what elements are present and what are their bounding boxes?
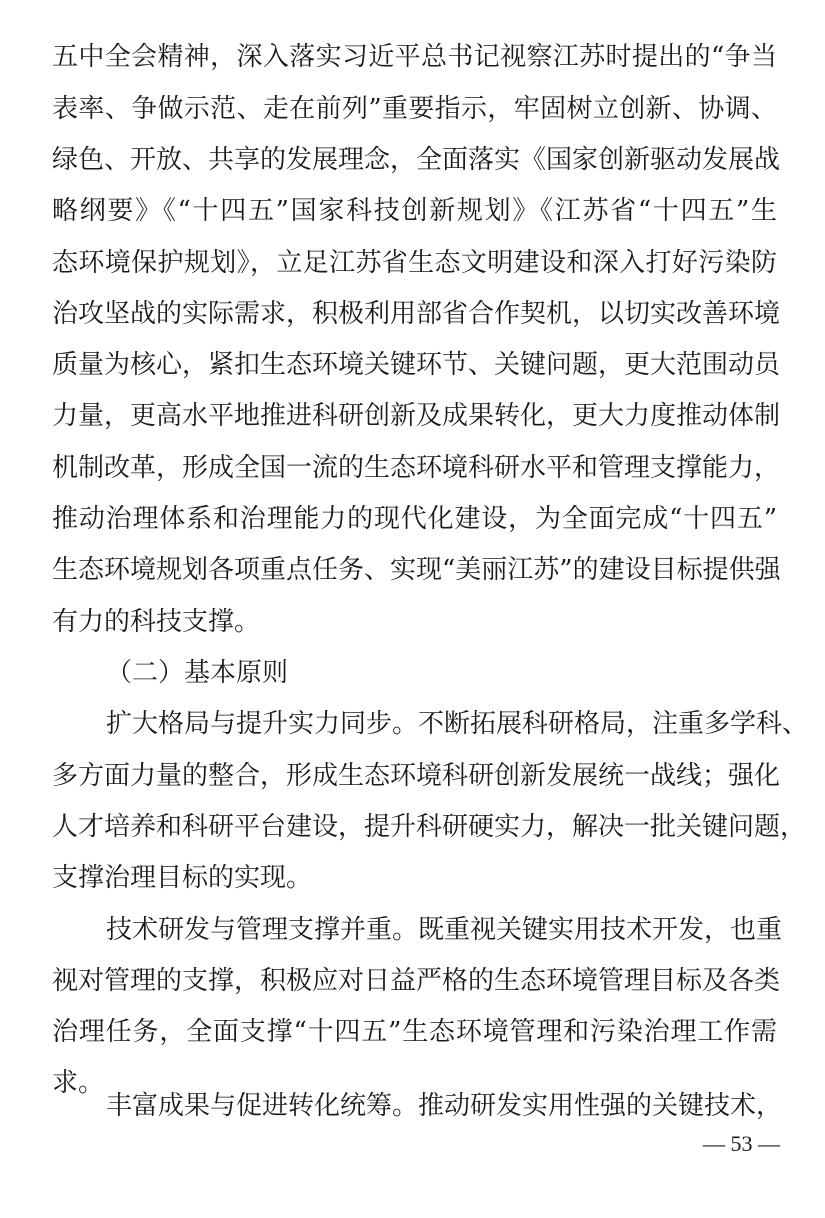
- body-text-line: 推动治理体系和治理能力的现代化建设，为全面完成“十四五”: [52, 504, 777, 534]
- page-number: — 53 —: [703, 1131, 780, 1156]
- body-text-line: 力量，更高水平地推进科研创新及成果转化，更大力度推动体制: [52, 401, 781, 431]
- body-text-line: 质量为核心，紧扣生态环境关键环节、关键问题，更大范围动员: [52, 350, 781, 380]
- body-text-line: 治攻坚战的实际需求，积极利用部省合作契机，以切实改善环境: [52, 299, 781, 329]
- body-text-line: 视对管理的支撑，积极应对日益严格的生态环境管理目标及各类: [52, 966, 781, 996]
- body-text-line: 多方面力量的整合，形成生态环境科研创新发展统一战线；强化: [52, 761, 781, 791]
- body-text-line: 机制改革，形成全国一流的生态环境科研水平和管理支撑能力，: [52, 453, 781, 483]
- body-text-line: 表率、争做示范、走在前列”重要指示，牢固树立创新、协调、: [52, 94, 777, 124]
- body-text-line: 求。: [52, 1068, 105, 1098]
- principle-heading-line: 扩大格局与提升实力同步。不断拓展科研格局，注重多学科、: [106, 709, 809, 739]
- body-text-line: 人才培养和科研平台建设，提升科研硬实力，解决一批关键问题，: [52, 812, 807, 842]
- principle-heading-line: 技术研发与管理支撑并重。既重视关键实用技术开发，也重: [106, 915, 783, 945]
- body-text-line: 态环境保护规划》，立足江苏省生态文明建设和深入打好污染防: [52, 248, 777, 278]
- principle-heading-line: 丰富成果与促进转化统筹。推动研发实用性强的关键技术，: [106, 1091, 783, 1121]
- body-text-line: 支撑治理目标的实现。: [52, 863, 313, 893]
- body-text-line: 略纲要》《“十四五”国家科技创新规划》《江苏省“十四五”生: [52, 196, 777, 226]
- section-heading: （二）基本原则: [106, 658, 289, 688]
- body-text-line: 有力的科技支撑。: [52, 607, 261, 637]
- body-text-line: 五中全会精神，深入落实习近平总书记视察江苏时提出的“争当: [52, 42, 777, 72]
- body-text-line: 绿色、开放、共享的发展理念，全面落实《国家创新驱动发展战: [52, 145, 781, 175]
- body-text-line: 治理任务，全面支撑“十四五”生态环境管理和污染治理工作需: [52, 1017, 777, 1047]
- body-text-line: 生态环境规划各项重点任务、实现“美丽江苏”的建设目标提供强: [52, 555, 781, 585]
